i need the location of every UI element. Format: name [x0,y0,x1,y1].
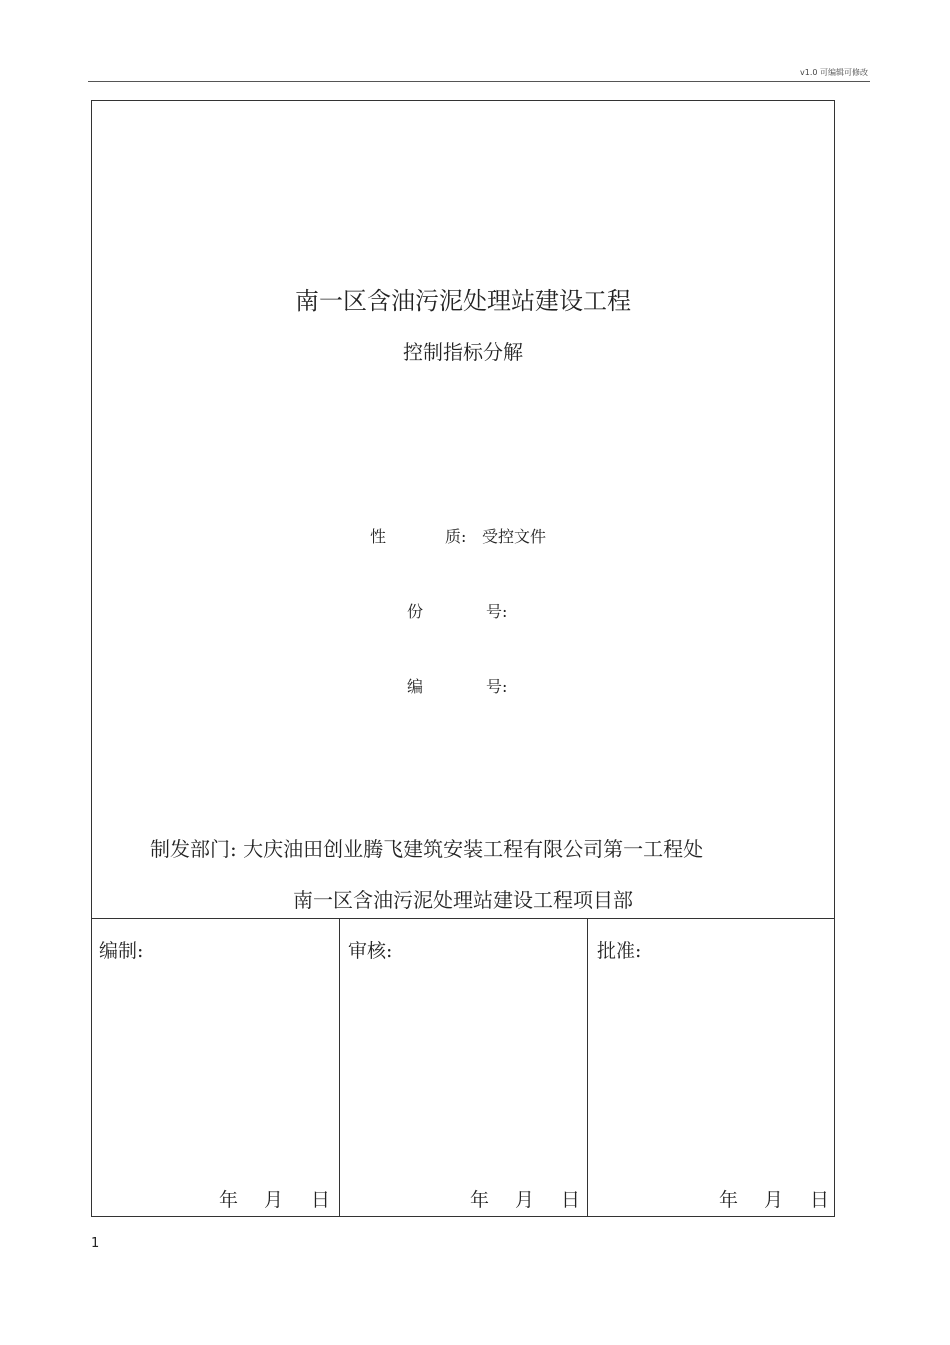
approved-month: 月 [764,1189,784,1211]
prepared-month: 月 [264,1189,284,1211]
field-copy-label-start: 份 [407,602,424,621]
signoff-divider [339,918,340,1217]
version-note: v1.0 可编辑可修改 [800,68,868,77]
reviewed-month: 月 [515,1189,535,1211]
approved-by-label: 批准: [597,940,642,962]
prepared-by-label: 编制: [99,940,144,962]
prepared-year: 年 [219,1189,239,1211]
document-title: 南一区含油污泥处理站建设工程 [295,287,631,315]
reviewed-by-label: 审核: [348,940,393,962]
header-rule [88,81,870,82]
approved-day: 日 [810,1189,830,1211]
issuing-department: 制发部门: 大庆油田创业腾飞建筑安装工程有限公司第一工程处 [150,837,704,861]
approved-year: 年 [719,1189,739,1211]
field-copy-label-end: 号: [486,602,508,621]
document-subtitle: 控制指标分解 [403,340,523,364]
field-nature-label-end: 质: [445,527,467,546]
field-nature-value: 受控文件 [482,527,547,546]
signoff-table [91,918,835,1217]
page-number: 1 [91,1236,100,1251]
prepared-day: 日 [311,1189,331,1211]
reviewed-year: 年 [470,1189,490,1211]
field-serial-label-end: 号: [486,677,508,696]
field-serial-label-start: 编 [407,677,424,696]
reviewed-day: 日 [561,1189,581,1211]
project-department: 南一区含油污泥处理站建设工程项目部 [293,888,633,912]
signoff-divider [587,918,588,1217]
field-nature-label-start: 性 [370,527,387,546]
